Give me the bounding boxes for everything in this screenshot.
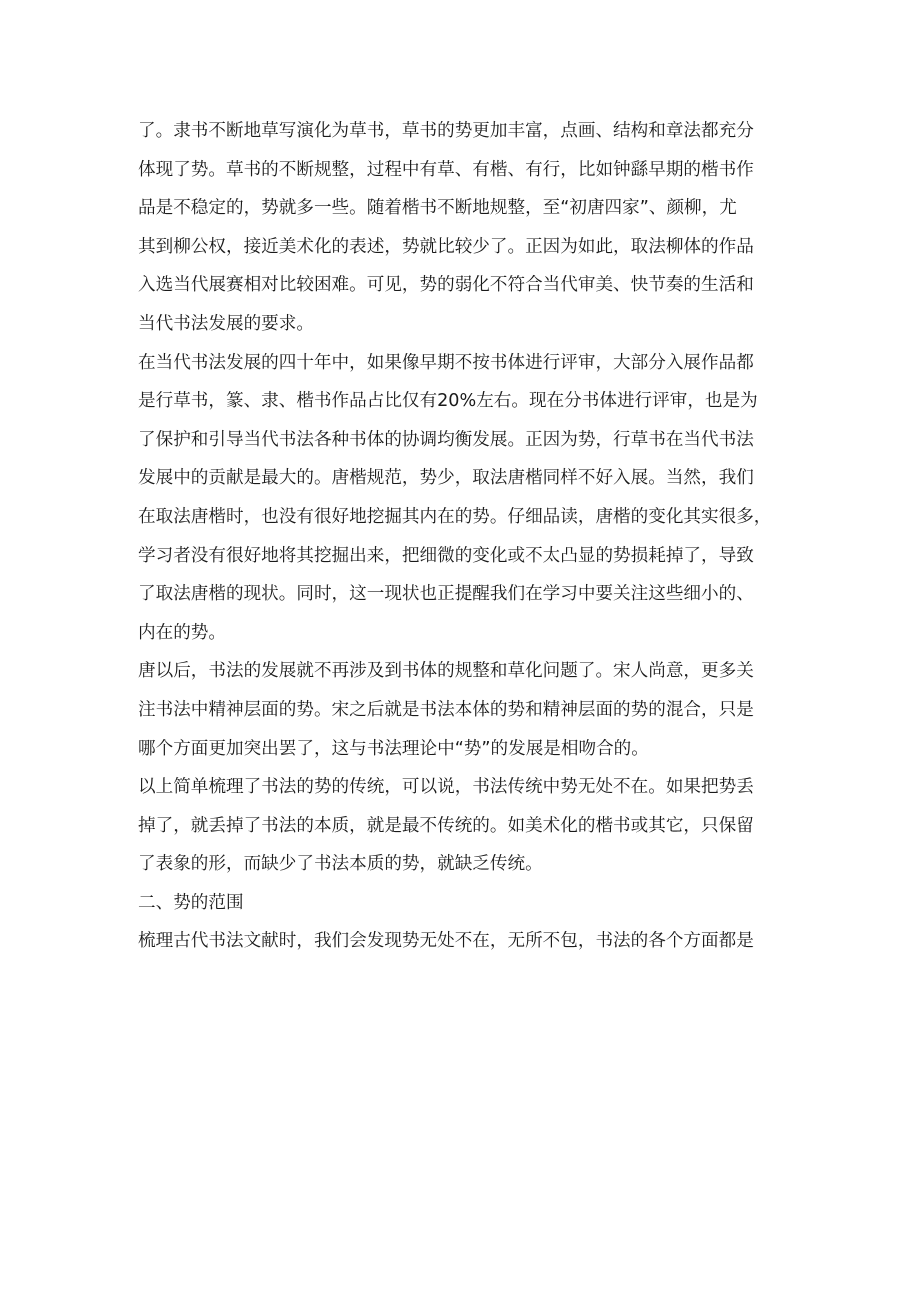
text-line: 发展中的贡献是最大的。唐楷规范，势少，取法唐楷同样不好入展。当然，我们 bbox=[138, 468, 754, 489]
text-line: 体现了势。草书的不断规整，过程中有草、有楷、有行，比如钟繇早期的楷书作 bbox=[138, 159, 754, 180]
text-line: 以上简单梳理了书法的势的传统，可以说，书法传统中势无处不在。如果把势丢 bbox=[138, 777, 754, 798]
text-line: 哪个方面更加突出罢了，这与书法理论中“势”的发展是相吻合的。 bbox=[138, 738, 649, 759]
body-text bbox=[138, 112, 788, 961]
section-heading: 二、势的范围 bbox=[138, 892, 244, 913]
text-line: 当代书法发展的要求。 bbox=[138, 313, 314, 334]
text-line: 唐以后，书法的发展就不再涉及到书体的规整和草化问题了。宋人尚意，更多关 bbox=[138, 661, 754, 682]
text-line: 在取法唐楷时，也没有很好地挖掘其内在的势。仔细品读，唐楷的变化其实很多， bbox=[138, 506, 772, 527]
text-line: 在当代书法发展的四十年中，如果像早期不按书体进行评审，大部分入展作品都 bbox=[138, 352, 754, 373]
text-line: 了取法唐楷的现状。同时，这一现状也正提醒我们在学习中要关注这些细小的、 bbox=[138, 584, 754, 605]
text-line: 了保护和引导当代书法各种书体的协调均衡发展。正因为势，行草书在当代书法 bbox=[138, 429, 754, 450]
text-line: 了。隶书不断地草写演化为草书，草书的势更加丰富，点画、结构和章法都充分 bbox=[138, 121, 754, 141]
text-line: 其到柳公权，接近美术化的表述，势就比较少了。正因为如此，取法柳体的作品 bbox=[138, 236, 754, 257]
text-line: 学习者没有很好地将其挖掘出来，把细微的变化或不太凸显的势损耗掉了，导致 bbox=[138, 545, 754, 566]
text-line: 掉了，就丢掉了书法的本质，就是最不传统的。如美术化的楷书或其它，只保留 bbox=[138, 815, 754, 836]
text-line: 入选当代展赛相对比较困难。可见，势的弱化不符合当代审美、快节奏的生活和 bbox=[138, 275, 754, 296]
text-line: 内在的势。 bbox=[138, 622, 226, 643]
text-line: 梳理古代书法文献时，我们会发现势无处不在，无所不包，书法的各个方面都是 bbox=[138, 931, 754, 952]
text-line: 了表象的形，而缺少了书法本质的势，就缺乏传统。 bbox=[138, 854, 543, 875]
text-line: 是行草书，篆、隶、楷书作品占比仅有20%左右。现在分书体进行评审，也是为 bbox=[138, 391, 758, 412]
text-line: 注书法中精神层面的势。宋之后就是书法本体的势和精神层面的势的混合，只是 bbox=[138, 699, 754, 720]
text-line: 品是不稳定的，势就多一些。随着楷书不断地规整，至“初唐四家”、颜柳，尤 bbox=[138, 198, 737, 219]
